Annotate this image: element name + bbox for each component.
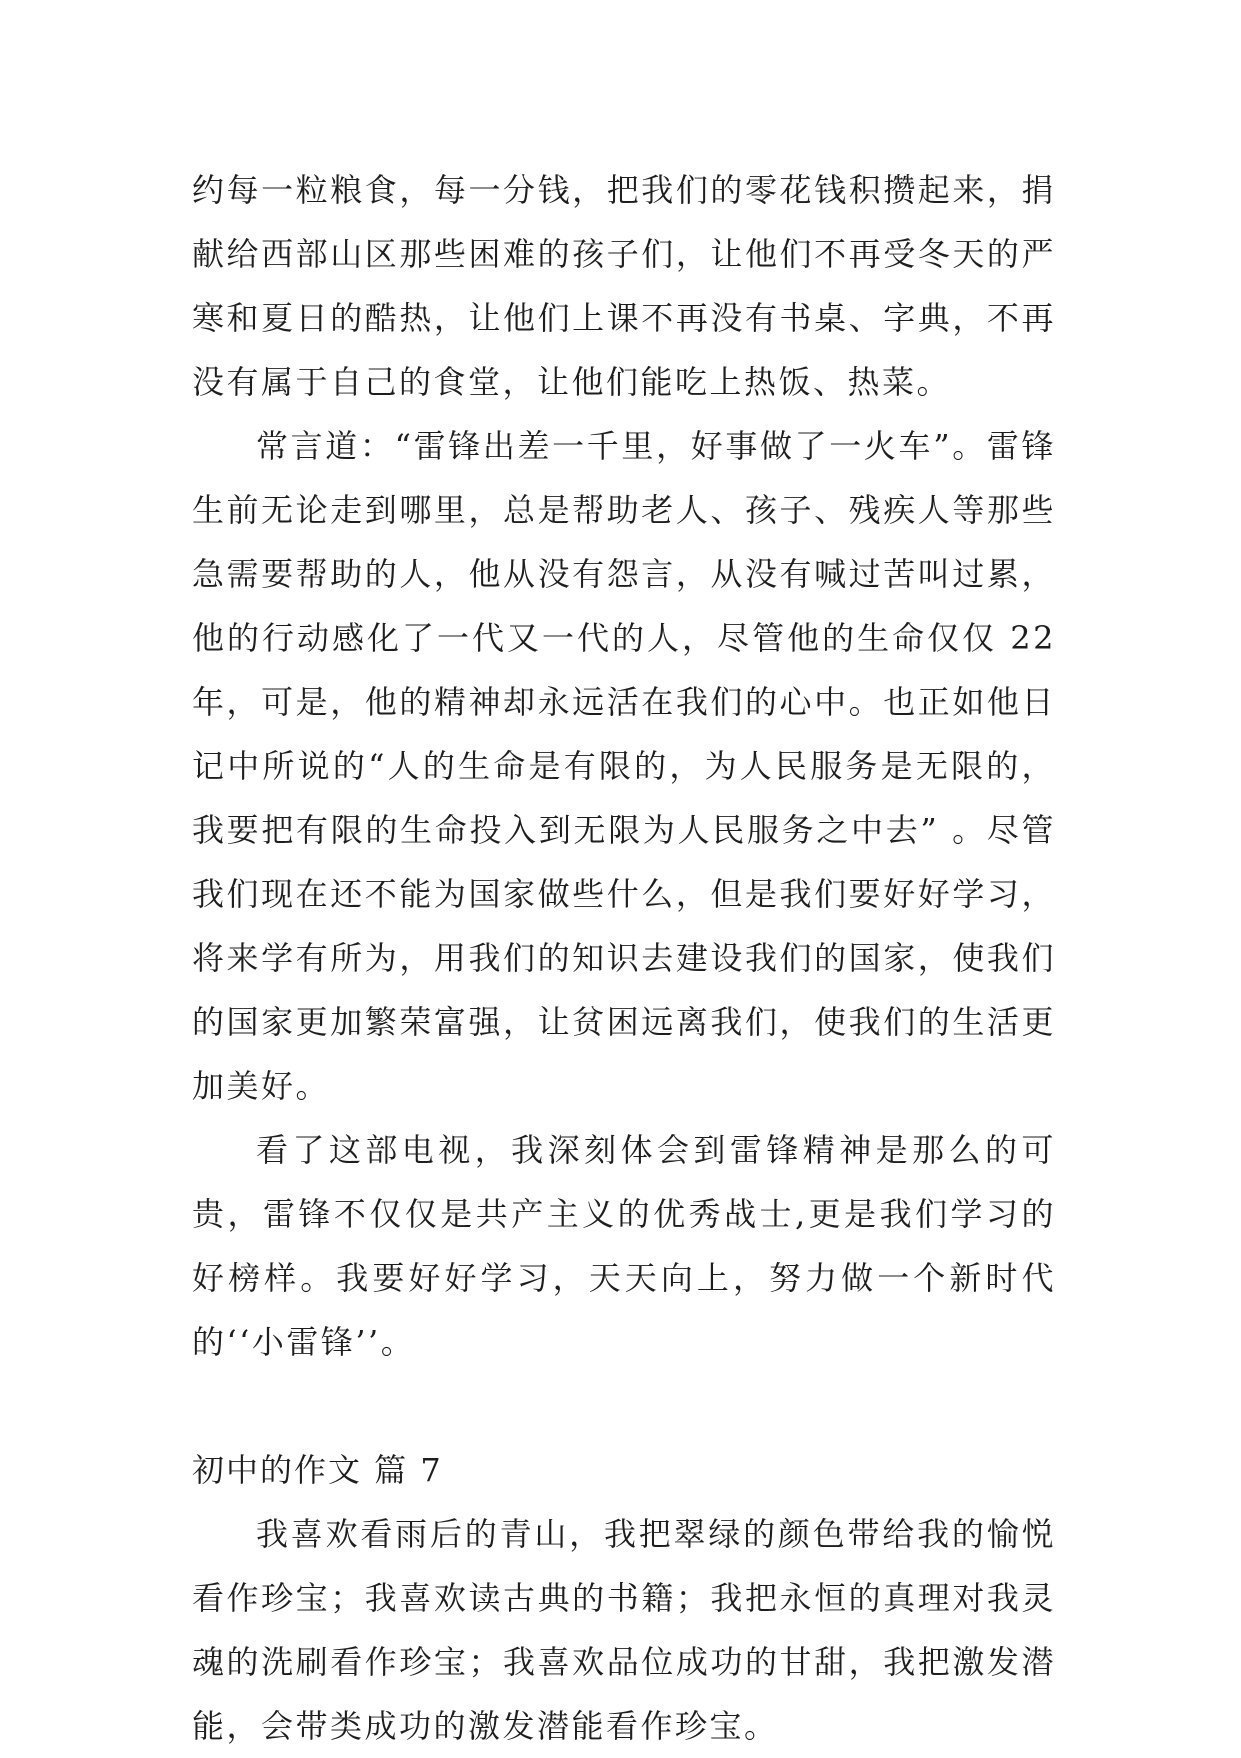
document-body [192, 158, 1056, 1758]
section-paragraph-1: 我喜欢看雨后的青山，我把翠绿的颜色带给我的愉悦看作珍宝；我喜欢读古典的书籍；我把永恒的真理对我灵魂的洗刷看作珍宝；我喜欢品位成功的甘甜，我把激发潜能，会带类成功的激发潜能看作珍宝。 [192, 1515, 1056, 1745]
body-paragraph-2: 常言道：“雷锋出差一千里，好事做了一火车”。雷锋生前无论走到哪里，总是帮助老人、孩子、残疾人等那些急需要帮助的人，他从没有怨言，从没有喊过苦叫过累，他的行动感化了一代又一代的人，尽管他的生命仅仅 22 年，可是，他的精神却永远活在我们的心中。也正如他日记中所说的“人的生命是有限的，为人民服务是无限的，我要把有限的生命投入到无限为人民服务之中去” 。尽管我们现在还不能为国家做些什么，但是我们要好好学习，将来学有所为，用我们的知识去建设我们的国家，使我们的国家更加繁荣富强，让贫困远离我们，使我们的生活更加美好。 [192, 427, 1056, 1105]
body-paragraph-1: 约每一粒粮食，每一分钱，把我们的零花钱积攒起来，捐献给西部山区那些困难的孩子们，让他们不再受冬天的严寒和夏日的酷热，让他们上课不再没有书桌、字典，不再没有属于自己的食堂，让他们能吃上热饭、热菜。 [192, 171, 1056, 401]
section-heading: 初中的作文 篇 7 [192, 1451, 443, 1489]
body-paragraph-3: 看了这部电视，我深刻体会到雷锋精神是那么的可贵，雷锋不仅仅是共产主义的优秀战士,更是我们学习的好榜样。我要好好学习，天天向上，努力做一个新时代的‘‘小雷锋’’。 [192, 1131, 1056, 1361]
